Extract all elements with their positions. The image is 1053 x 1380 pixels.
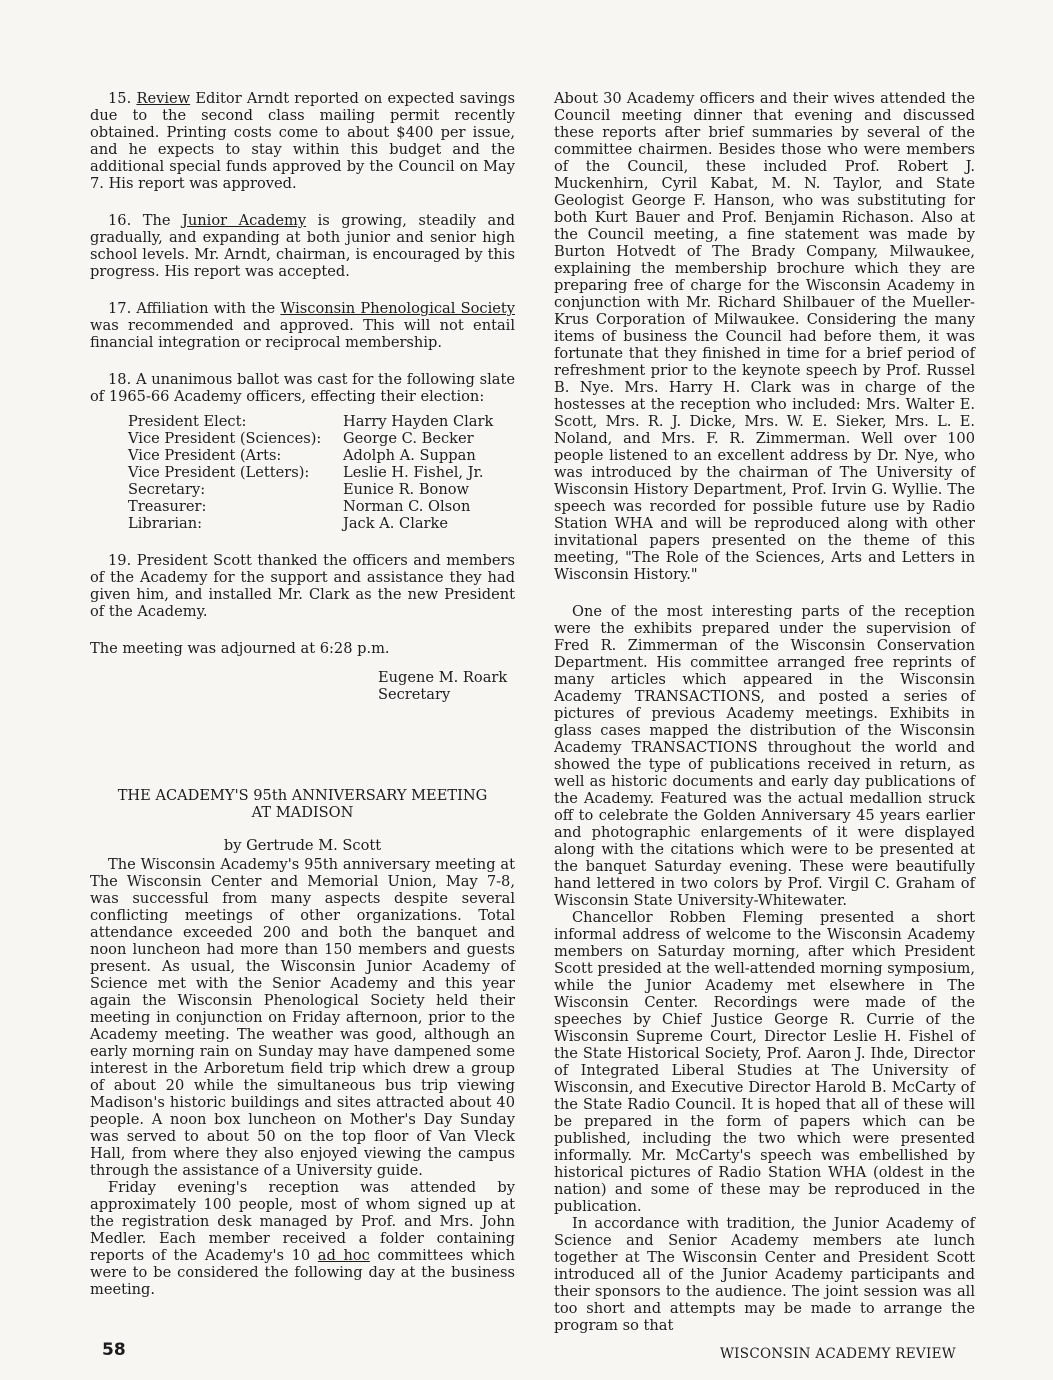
- minutes-item-15: [90, 90, 515, 192]
- journal-title: WISCONSIN ACADEMY REVIEW: [720, 1346, 956, 1362]
- article-title-line: AT MADISON: [251, 804, 354, 821]
- officer-name: Eunice R. Bonow: [343, 481, 470, 498]
- article-paragraph: Chancellor Robben Fleming presented a short informal address of welcome to the Wisconsin Academy members on Saturday morning, after which President Scott presided at the well-attended morning symposium, while the Junior Academy met elsewhere in The Wisconsin Center. Recordings were made of the speeches by Chief Justice George R. Currie of the Wisconsin Supreme Court, Director Leslie H. Fishel of the State Historical Society, Prof. Aaron J. Ihde, Director of Integrated Liberal Studies at The University of Wisconsin, and Executive Director Harold B. McCarty of the State Radio Council. It is hoped that all of these will be prepared in the form of papers which can be published, including the two which were presented informally. Mr. McCarty's speech was embellished by historical pictures of Radio Station WHA (oldest in the nation) and some of these may be reproduced in the publication.: [554, 909, 975, 1215]
- article-paragraph: One of the most interesting parts of the reception were the exhibits prepared under the supervision of Fred R. Zimmerman of the Wisconsin Conservation Department. His committee arranged free reprints of many articles which appeared in the Wisconsin Academy TRANSACTIONS, and posted a series of pictures of previous Academy meetings. Exhibits in glass cases mapped the distribution of the Wisconsin Academy TRANSACTIONS throughout the world and showed the type of publications received in return, as well as historic documents and early day publications of the Academy. Featured was the actual medallion struck off to celebrate the Golden Anniversary 45 years earlier and photographic enlargements of it were displayed along with the citations which were to be presented at the banquet Saturday evening. These were beautifully hand lettered in two colors by Prof. Virgil C. Graham of Wisconsin State University-Whitewater.: [554, 603, 975, 909]
- officer-name: Adolph A. Suppan: [343, 447, 476, 464]
- item-prefix: 16. The: [108, 212, 183, 229]
- officer-role: Vice President (Sciences):: [128, 430, 322, 447]
- officer-name: Jack A. Clarke: [343, 515, 449, 532]
- signature-title: Secretary: [378, 686, 451, 703]
- item-prefix: 17. Affiliation with the: [108, 300, 281, 317]
- paragraph-text: committees which were to be considered the following day at the business meeting.: [90, 1247, 515, 1298]
- officer-role: President Elect:: [128, 413, 247, 430]
- officer-name: George C. Becker: [343, 430, 474, 447]
- officer-role: Secretary:: [128, 481, 206, 498]
- officer-name: Harry Hayden Clark: [343, 413, 494, 430]
- officer-name: Leslie H. Fishel, Jr.: [343, 464, 484, 481]
- paragraph-text: Friday evening's reception was attended by approximately 100 people, most of whom signed up at the registration desk managed by Prof. and Mrs. John Medler. Each member received a folder containing reports of the Academy's 10: [90, 1179, 515, 1264]
- officer-row: [128, 515, 515, 532]
- item-text: was recommended and approved. This will not entail financial integration or reciprocal membership.: [90, 317, 515, 351]
- article-title: [90, 787, 515, 821]
- article-paragraph: About 30 Academy officers and their wives attended the Council meeting dinner that evening and discussed these reports after brief summaries by several of the committee chairmen. Besides those who were members of the Council, these included Prof. Robert J. Muckenhirn, Cyril Kabat, M. N. Taylor, and State Geologist George F. Hanson, who was substituting for both Kurt Bauer and Prof. Benjamin Richason. Also at the Council meeting, a fine statement was made by Burton Hotvedt of The Brady Company, Milwaukee, explaining the membership brochure which they are preparing free of charge for the Wisconsin Academy in conjunction with Mr. Richard Shilbauer of the Mueller-Krus Corporation of Milwaukee. Considering the many items of business the Council had before them, it was fortunate that they finished in time for a brief period of refreshment prior to the keynote speech by Prof. Russel B. Nye. Mrs. Harry H. Clark was in charge of the hostesses at the reception who included: Mrs. Walter E. Scott, Mrs. R. J. Dicke, Mrs. W. E. Sieker, Mrs. L. E. Noland, and Mrs. F. R. Zimmerman. Well over 100 people listened to an excellent address by Dr. Nye, who was introduced by the chairman of The University of Wisconsin History Department, Prof. Irvin G. Wyllie. The speech was recorded for possible future use by Radio Station WHA and will be reproduced along with other invitational papers presented on the theme of this meeting, "The Role of the Sciences, Arts and Letters in Wisconsin History.": [554, 90, 975, 583]
- officer-row: [128, 430, 515, 447]
- officer-row: [128, 413, 515, 430]
- underlined-title: Review: [136, 90, 191, 107]
- article-paragraph: In accordance with tradition, the Junior Academy of Science and Senior Academy members ate lunch together at The Wisconsin Center and President Scott introduced all of the Junior Academy participants and their sponsors to the audience. The joint session was all too short and attempts may be made to arrange the program so that: [554, 1215, 975, 1334]
- minutes-item-19: 19. President Scott thanked the officers and members of the Academy for the support and assistance they had given him, and installed Mr. Clark as the new President of the Academy.: [90, 552, 515, 620]
- minutes-item-16: [90, 212, 515, 280]
- minutes-item-18: 18. A unanimous ballot was cast for the following slate of 1965-66 Academy officers, effecting their election:: [90, 371, 515, 405]
- signature-name: Eugene M. Roark: [378, 669, 508, 686]
- officer-row: [128, 447, 515, 464]
- right-column: [554, 90, 975, 1334]
- officer-slate: [128, 413, 515, 532]
- item-text: Editor Arndt reported on expected savings due to the second class mailing permit recently obtained. Printing costs come to about $400 per issue, and he expects to stay within this budget and the additional special funds approved by the Council on May 7. His report was approved.: [90, 90, 515, 192]
- officer-row: [128, 464, 515, 481]
- officer-role: Vice President (Letters):: [128, 464, 310, 481]
- article-paragraph: [90, 1179, 515, 1298]
- byline: by Gertrude M. Scott: [223, 837, 382, 854]
- minutes-item-17: [90, 300, 515, 351]
- item-prefix: 15.: [108, 90, 137, 107]
- underlined-title: Junior Academy: [182, 212, 307, 229]
- officer-role: Librarian:: [128, 515, 203, 532]
- underlined-term: ad hoc: [317, 1247, 370, 1264]
- item-text: is growing, steadily and gradually, and expanding at both junior and senior high school levels. Mr. Arndt, chairman, is encouraged by this progress. His report was accepted.: [90, 212, 515, 280]
- officer-row: [128, 481, 515, 498]
- page-number: 58: [102, 1340, 126, 1360]
- officer-role: Treasurer:: [128, 498, 207, 515]
- officer-row: [128, 498, 515, 515]
- article-paragraph: The Wisconsin Academy's 95th anniversary meeting at The Wisconsin Center and Memorial Union, May 7-8, was successful from many aspects despite several conflicting meetings of other organizations. Total attendance exceeded 200 and both the banquet and noon luncheon had more than 150 members and guests present. As usual, the Wisconsin Junior Academy of Science met with the Senior Academy and this year again the Wisconsin Phenological Society held their meeting in conjunction on Friday afternoon, prior to the Academy meeting. The weather was good, although an early morning rain on Sunday may have dampened some interest in the Arboretum field trip which drew a group of about 20 while the simultaneous bus trip viewing Madison's historic buildings and sites attracted about 40 people. A noon box luncheon on Mother's Day Sunday was served to about 50 on the top floor of Van Vleck Hall, from where they also enjoyed viewing the campus through the assistance of a University guide.: [90, 856, 515, 1179]
- signature-block: [378, 669, 515, 703]
- left-column: [90, 90, 515, 1298]
- paragraph-gap: [554, 583, 975, 603]
- officer-role: Vice President (Arts:: [128, 447, 282, 464]
- adjournment-note: The meeting was adjourned at 6:28 p.m.: [90, 640, 390, 657]
- article-title-line: THE ACADEMY'S 95th ANNIVERSARY MEETING: [117, 787, 488, 804]
- underlined-title: Wisconsin Phenological Society: [280, 300, 515, 317]
- officer-name: Norman C. Olson: [343, 498, 471, 515]
